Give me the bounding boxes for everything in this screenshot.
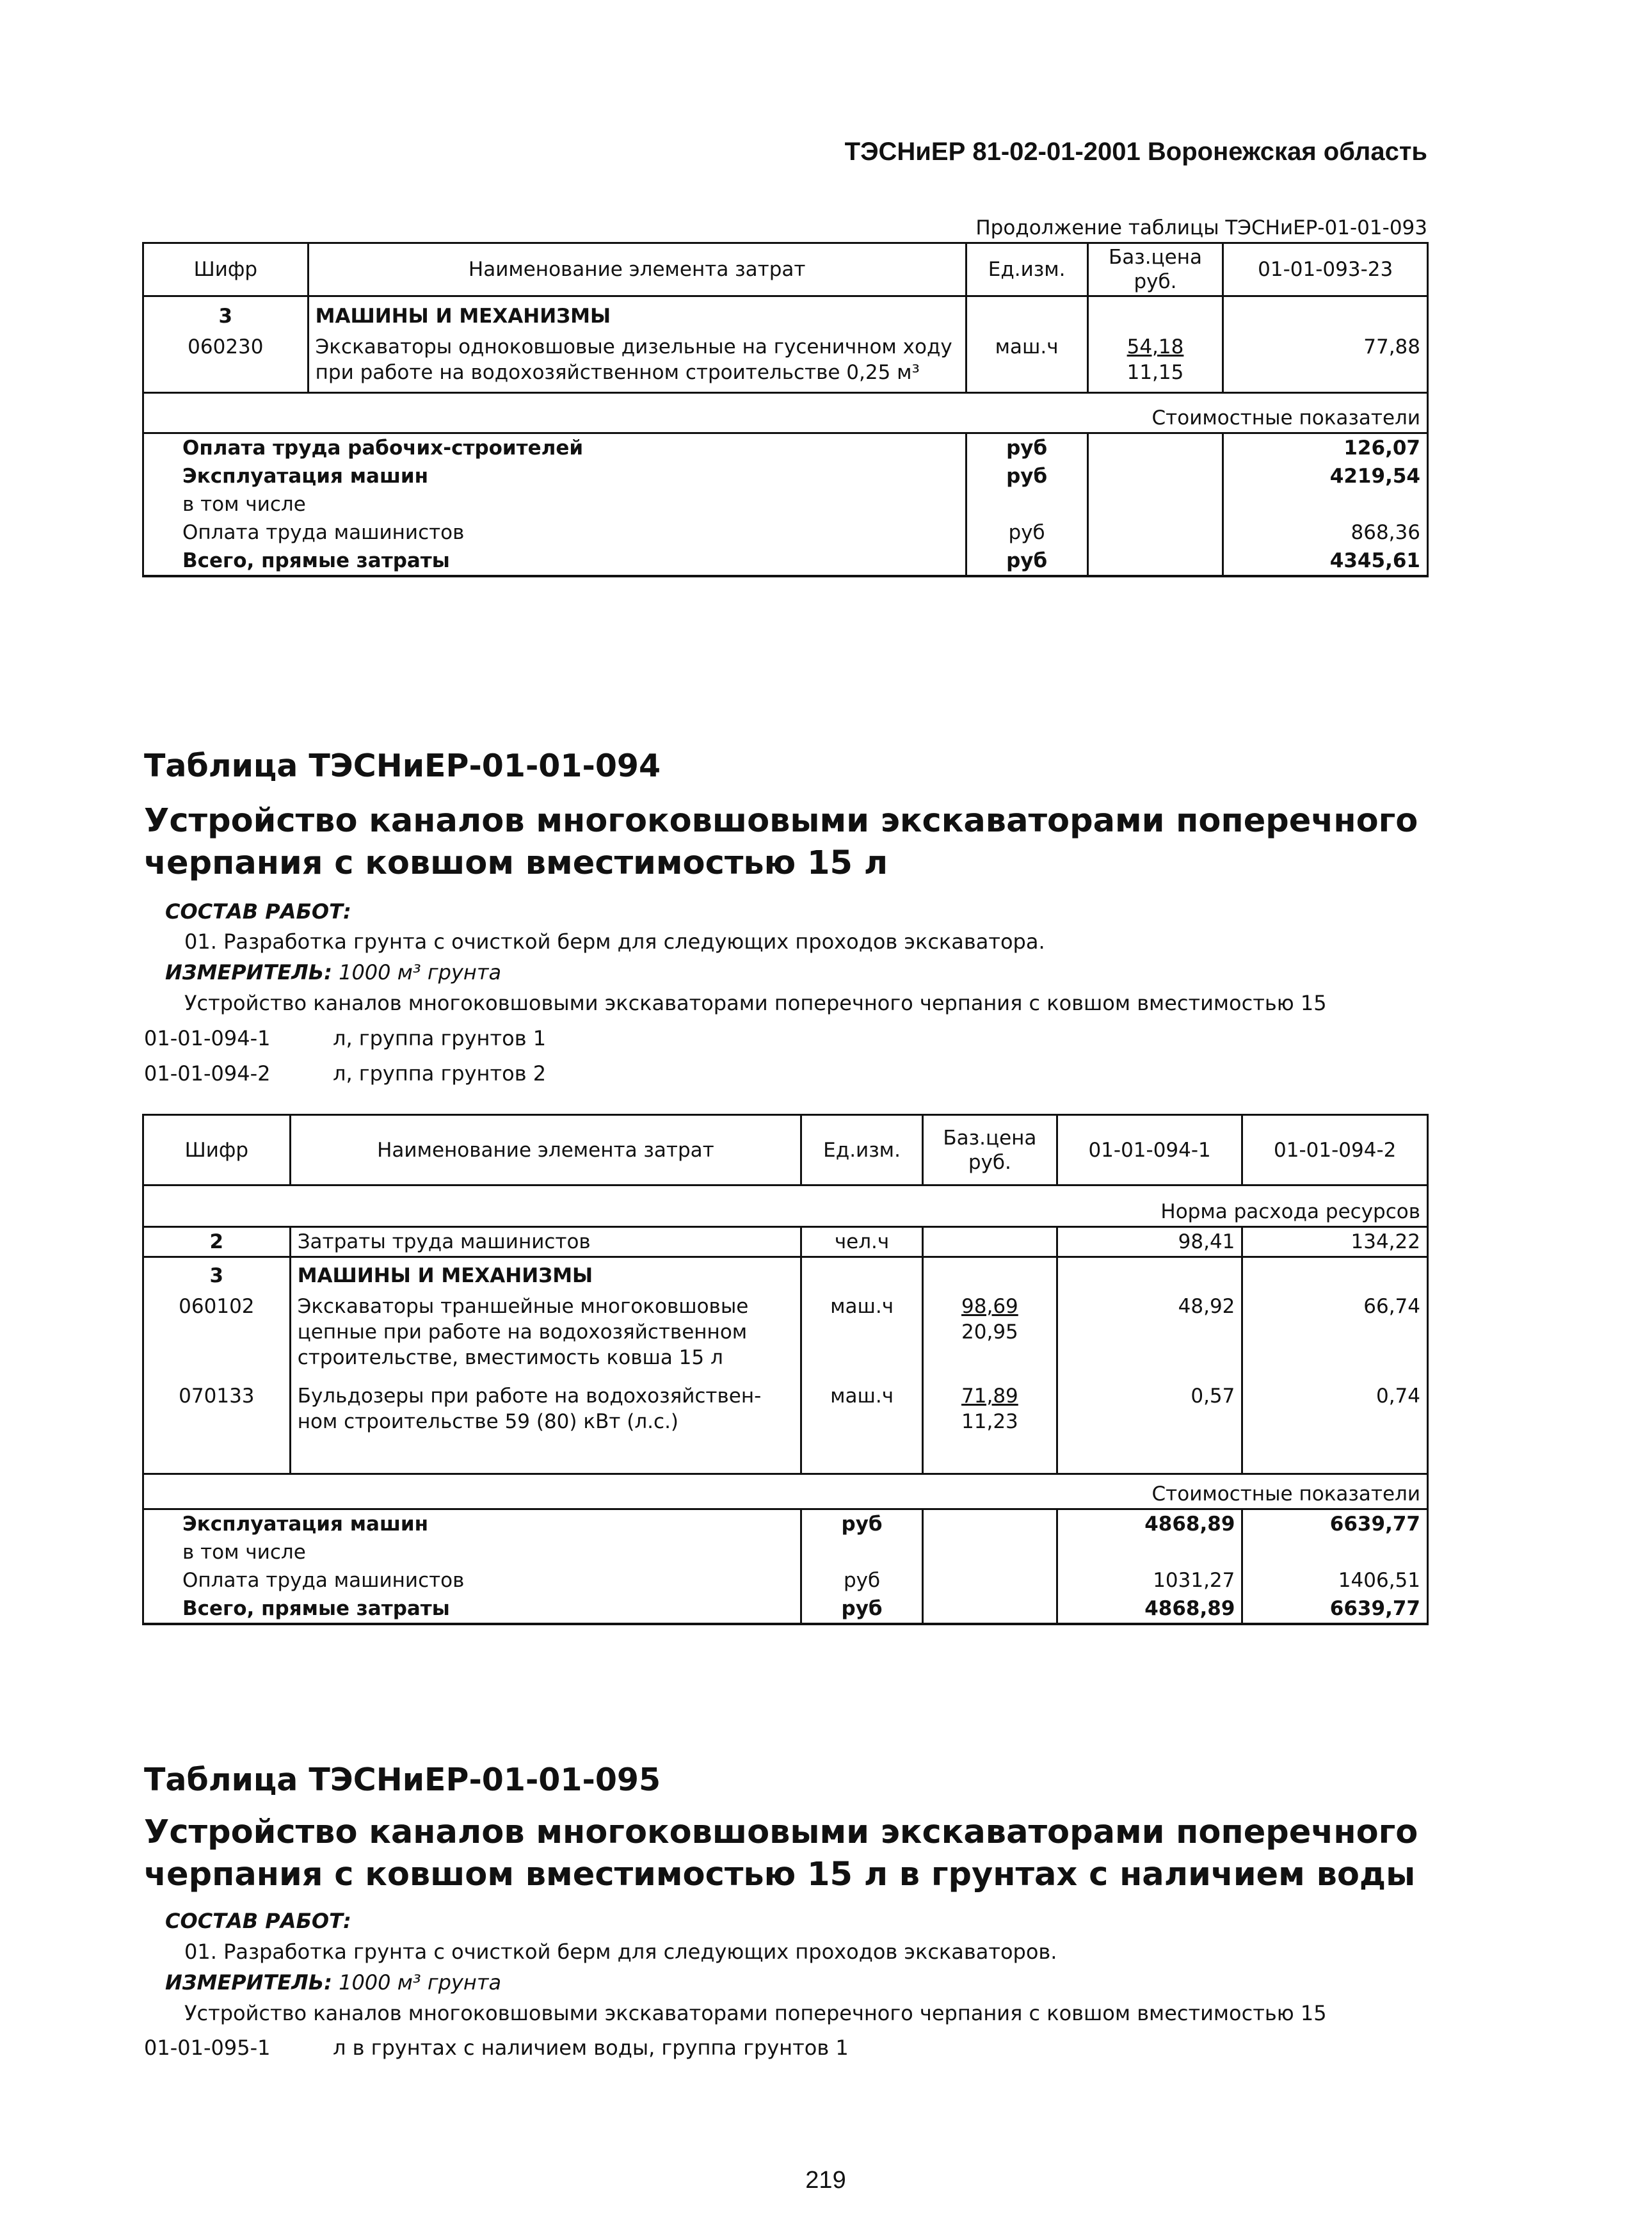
col-name: Наименование элемента затрат — [290, 1115, 801, 1185]
cost-row: в том числе — [143, 1538, 1428, 1566]
col-norm-1: 01-01-094-1 — [1057, 1115, 1242, 1185]
table-row: 070133 Бульдозеры при работе на водохозяйствен-ном строительстве 59 (80) кВт (л.с.) маш.ч 71,89 11,23 0,57 0,74 — [143, 1382, 1428, 1474]
section-description: Устройство каналов многоковшовыми экскаваторами поперечного черпания с ковшом вместимостью 15 — [184, 2001, 1327, 2025]
cost-row: Оплата труда машинистов руб 1031,27 1406,51 — [143, 1566, 1428, 1595]
norm-label-row: Норма расхода ресурсов — [143, 1185, 1428, 1227]
section-subtitle: Устройство каналов многоковшовыми экскаваторами поперечного черпания с ковшом вместимостью 15 л — [144, 802, 1418, 882]
meter-line: ИЗМЕРИТЕЛЬ: 1000 м³ грунта — [165, 960, 502, 984]
item-code: 01-01-095-1 — [144, 2036, 271, 2060]
section-title: Таблица ТЭСНиЕР-01-01-094 — [144, 748, 661, 784]
work-item: 01. Разработка грунта с очисткой берм для следующих проходов экскаватора. — [184, 929, 1045, 954]
col-price: Баз.цена руб. — [1087, 243, 1223, 296]
table-header-row — [143, 1115, 1428, 1185]
col-norm-2: 01-01-094-2 — [1242, 1115, 1428, 1185]
meter-line: ИЗМЕРИТЕЛЬ: 1000 м³ грунта — [165, 1970, 502, 1995]
page-header: ТЭСНиЕР 81-02-01-2001 Воронежская область — [844, 138, 1427, 166]
section-subtitle: Устройство каналов многоковшовыми экскаваторами поперечного черпания с ковшом вместимостью 15 л в грунтах с наличием воды — [144, 1813, 1418, 1893]
item-code: 01-01-094-2 — [144, 1061, 271, 1086]
table-row: 060102 Экскаваторы траншейные многоковшовые цепные при работе на водохозяйственном строительстве, вместимость ковша 15 л маш.ч 98,69 20,95 48,92 66,74 — [143, 1290, 1428, 1382]
page-number: 219 — [805, 2167, 846, 2194]
cost-row: Эксплуатация машин руб 4868,89 6639,77 — [143, 1509, 1428, 1539]
col-price: Баз.цена руб. — [922, 1115, 1057, 1185]
cost-row-total: Всего, прямые затраты руб 4868,89 6639,77 — [143, 1595, 1428, 1624]
col-norm: 01-01-093-23 — [1223, 243, 1428, 296]
cost-label-row: Стоимостные показатели — [143, 1474, 1428, 1509]
labor-row: 2 Затраты труда машинистов чел.ч 98,41 134,22 — [143, 1227, 1428, 1257]
col-code: Шифр — [143, 1115, 291, 1185]
work-label: СОСТАВ РАБОТ: — [165, 899, 351, 924]
section-description: Устройство каналов многоковшовыми экскаваторами поперечного черпания с ковшом вместимостью 15 — [184, 991, 1327, 1015]
section-row: 3 МАШИНЫ И МЕХАНИЗМЫ — [143, 296, 1428, 331]
cost-row: в том числе — [143, 490, 1428, 518]
section-title: Таблица ТЭСНиЕР-01-01-095 — [144, 1762, 661, 1798]
col-name: Наименование элемента затрат — [308, 243, 966, 296]
item-text: л в грунтах с наличием воды, группа грунтов 1 — [333, 2036, 849, 2060]
table-header-row — [143, 243, 1428, 296]
col-unit: Ед.изм. — [801, 1115, 923, 1185]
col-code: Шифр — [143, 243, 309, 296]
cost-label-row: Стоимостные показатели — [143, 393, 1428, 433]
table-row: 060230 Экскаваторы одноковшовые дизельные на гусеничном ходу при работе на водохозяйственном строительстве 0,25 м³ маш.ч 54,18 11,15 77,88 — [143, 330, 1428, 393]
work-item: 01. Разработка грунта с очисткой берм для следующих проходов экскаваторов. — [184, 1940, 1057, 1964]
cost-row: Эксплуатация машин руб 4219,54 — [143, 462, 1428, 490]
cost-row-total: Всего, прямые затраты руб 4345,61 — [143, 547, 1428, 576]
table-continuation-caption: Продолжение таблицы ТЭСНиЕР-01-01-093 — [975, 216, 1427, 239]
cost-row: Оплата труда рабочих-строителей руб 126,07 — [143, 433, 1428, 463]
table-094 — [142, 1114, 1429, 1625]
item-code: 01-01-094-1 — [144, 1026, 271, 1050]
col-unit: Ед.изм. — [966, 243, 1087, 296]
cost-row: Оплата труда машинистов руб 868,36 — [143, 518, 1428, 547]
item-text: л, группа грунтов 2 — [333, 1061, 547, 1086]
work-label: СОСТАВ РАБОТ: — [165, 1909, 351, 1933]
section-row: 3 МАШИНЫ И МЕХАНИЗМЫ — [143, 1257, 1428, 1290]
item-text: л, группа грунтов 1 — [333, 1026, 547, 1050]
table-093 — [142, 242, 1429, 577]
